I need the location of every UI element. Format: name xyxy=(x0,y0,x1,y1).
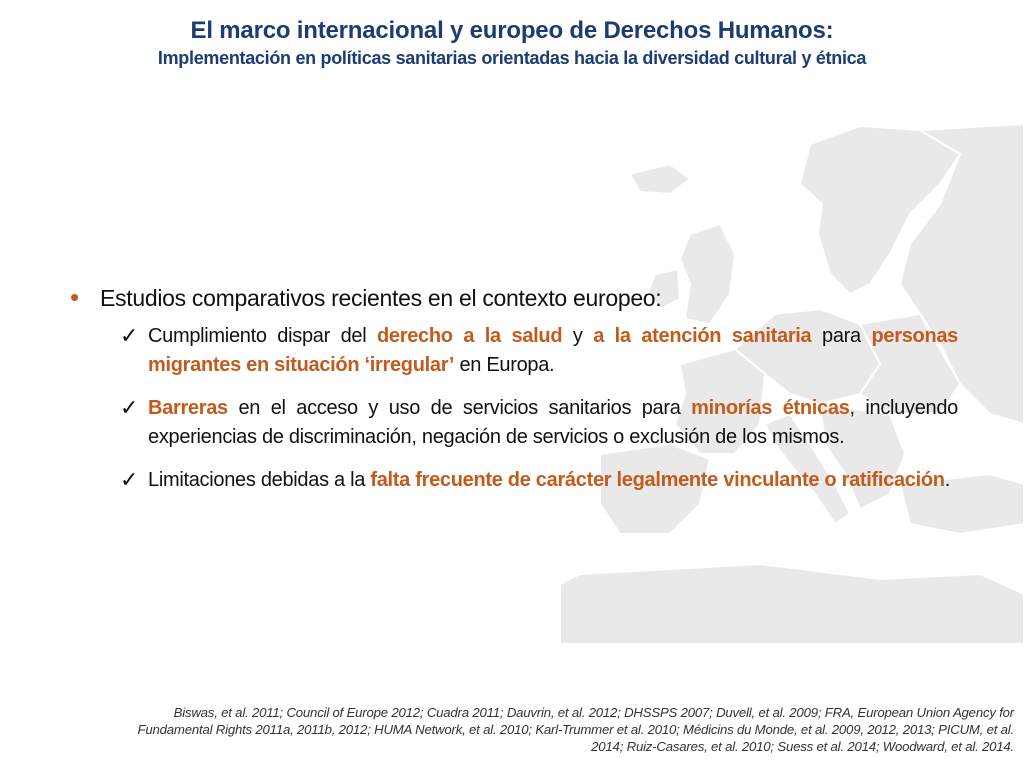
highlight-text: Barreras xyxy=(148,397,228,419)
text-run: para xyxy=(811,325,872,347)
text-run: en el acceso y uso de servicios sanitarios para xyxy=(227,397,692,419)
text-run: Limitaciones debidas a la xyxy=(148,469,371,491)
checkmark-icon: ✓ xyxy=(120,467,139,492)
check-item-1 xyxy=(120,322,958,380)
slide-subtitle: Implementación en políticas sanitarias orientadas hacia la diversidad cultural y étnica xyxy=(157,48,867,68)
check-item-2-text xyxy=(148,394,958,452)
text-run: . xyxy=(944,469,950,491)
references-line-2: Fundamental Rights 2011a, 2011b, 2012; HUMA Network, et al. 2010; Karl-Trummer et al. 2010; Médicins du Monde, et al. 2009, 2012, 2013; PICUM, et al. xyxy=(137,722,1014,737)
text-run: en Europa. xyxy=(454,354,555,376)
highlight-text: minorías étnicas xyxy=(691,397,850,419)
text-run: , incluyendo experiencias de discriminación, negación de servicios o exclusión de los mismos. xyxy=(148,397,958,448)
bullet-dot-icon: • xyxy=(70,282,80,312)
slide-title: El marco internacional y europeo de Derechos Humanos: xyxy=(190,17,834,44)
text-run: y xyxy=(562,325,594,347)
slide-content xyxy=(70,282,958,495)
text-run: Cumplimiento dispar del xyxy=(148,325,378,347)
check-item-3 xyxy=(120,466,958,495)
check-item-1-text xyxy=(148,322,958,380)
highlight-text: derecho a la salud xyxy=(377,325,563,347)
checkmark-icon: ✓ xyxy=(120,323,139,348)
references-line-3: 2014; Ruiz-Casares, et al. 2010; Suess et al. 2014; Woodward, et al. 2014. xyxy=(591,739,1014,754)
references-line-1: Biswas, et al. 2011; Council of Europe 2012; Cuadra 2011; Dauvrin, et al. 2012; DHSSPS 2007; Duvell, et al. 2009; FRA, European Union Agency for xyxy=(173,705,1014,720)
main-bullet-text: Estudios comparativos recientes en el contexto europeo: xyxy=(100,285,662,311)
check-item-2 xyxy=(120,394,958,452)
slide-title-block xyxy=(0,16,1024,70)
references xyxy=(24,704,1014,755)
highlight-text: a la atención sanitaria xyxy=(593,325,812,347)
check-item-3-text xyxy=(148,466,958,495)
checkmark-icon: ✓ xyxy=(120,395,139,420)
highlight-text: personas migrantes en situación ‘irregular’ xyxy=(148,325,959,376)
highlight-text: falta frecuente de carácter legalmente vinculante o ratificación xyxy=(370,469,945,491)
main-bullet xyxy=(70,282,958,314)
